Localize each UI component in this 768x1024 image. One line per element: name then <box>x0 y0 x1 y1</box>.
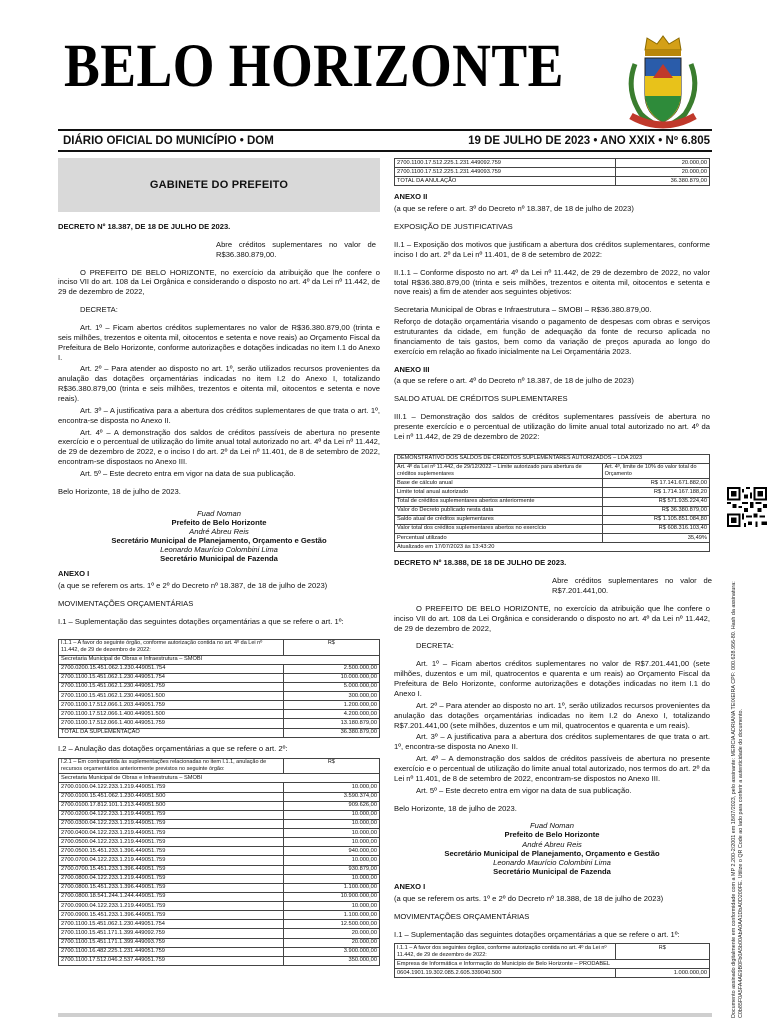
signatures <box>58 509 380 564</box>
table-row: 2700.1100.17.512.225.1.231.449092.759 20.000,00 <box>395 159 710 168</box>
table-total-row: TOTAL DA SUPLEMENTAÇÃO 36.380.879,00 <box>59 728 380 737</box>
masthead <box>0 0 768 147</box>
signer-3-name: Leonardo Maurício Colombini Lima <box>160 545 278 555</box>
signer-2-role: Secretário Municipal de Planejamento, Orçamento e Gestão <box>444 848 660 858</box>
table-header-currency: R$ <box>283 639 379 655</box>
table-row: Base de cálculo anual R$ 17.141.671.882,00 <box>395 479 710 488</box>
table-org: Secretaria Municipal de Obras e Infraestrutura – SMOBI <box>59 774 380 783</box>
item-iii1: III.1 – Demonstração dos saldos de créditos suplementares passíveis de abertura no presente exercício e o percentual de utilização do limite anual total autorizado no art. 4º da Lei nº 11.442, de 29 de dezembro de 2022: <box>394 412 710 441</box>
table-title: DEMONSTRATIVO DOS SALDOS DE CRÉDITOS SUPLEMENTARES AUTORIZADOS – LOA 2023 <box>395 454 710 463</box>
decree-2-annex-title: ANEXO I <box>394 882 426 892</box>
signer-3-role: Secretário Municipal de Fazenda <box>493 866 611 876</box>
justification-text: Reforço de dotação orçamentária visando o pagamento de despesas com obras e serviços estruturantes da cidade, em função de adequação da fonte de recurso aplicada no financiamento de tais gastos, bem como da variação de preços apurada ao longo do exercício em relação ao fixado inicialmente na Lei Orçamentária 2023. <box>394 317 710 356</box>
footer-bar <box>58 1013 712 1017</box>
decree-2-date: Belo Horizonte, 18 de julho de 2023. <box>394 803 517 813</box>
table-org: Secretaria Municipal de Obras e Infraestrutura – SMOBI <box>59 655 380 664</box>
balance-table <box>394 454 710 553</box>
table-row: 2700.1100.15.451.062.1.230.449051.754 10.000.000,00 <box>59 673 380 682</box>
section-title: GABINETE DO PREFEITO <box>149 178 289 191</box>
table-row: 2700.1100.17.512.066.1.400.449051.759 13.180.879,00 <box>59 719 380 728</box>
article-5: Art. 5º – Este decreto entra em vigor na data de sua publicação. <box>80 469 296 479</box>
item-ii1: II.1 – Exposição dos motivos que justificam a abertura dos créditos suplementares, conforme inciso I do art. 2º da Lei nº 11.401, de 8 de setembro de 2022: <box>394 239 710 259</box>
table-row: 2700.0100.04.122.233.1.219.449051.759 10.000,00 <box>59 783 380 792</box>
article-2: Art. 2º – Para atender ao disposto no art. 1º, serão utilizados recursos provenientes da anulação das dotações orçamentárias indicadas no item I.2 do Anexo I, totalizando R$36.380.879,00 (trinta e seis milhões, trezentos e oitenta mil, oitocentos e setenta e nove reais). <box>58 364 380 404</box>
table-row: 2700.0700.04.122.233.1.219.449051.759 10.000,00 <box>59 856 380 865</box>
decree-2-item-i1: I.1 – Suplementação das seguintes dotações orçamentárias a que se refere o art. 1º: <box>394 929 680 939</box>
annex-title: ANEXO I <box>58 569 90 579</box>
digital-signature-text: Documento assinado digitalmente em conformidade com a MP 2.200-2/2001 em 18/07/2023, pelo assinante: MERCIA ADRIANA TEIXEIRA CPF: 000.628.956-80. Hash da assinatura: C0b85F0A5FA4AE9B0Fb0A5b00AbA0AA1DbA0D200FE. Utilize o QR Code ao lado para conferir a autenticidade do documento. <box>731 581 744 1018</box>
table-row: 2700.0100.15.451.062.1.230.449051.500 3.590.374,00 <box>59 792 380 801</box>
signer-2-role: Secretário Municipal de Planejamento, Orçamento e Gestão <box>111 536 327 546</box>
table-row: 2700.0800.04.122.233.1.219.449051.759 10.000,00 <box>59 874 380 883</box>
decree-abstract: Abre créditos suplementares no valor de R$36.380.879,00. <box>216 239 376 259</box>
digital-signature-note <box>731 548 765 1018</box>
table-row: 2700.0300.04.122.233.1.219.449051.759 10.000,00 <box>59 819 380 828</box>
signature-date: Belo Horizonte, 18 de julho de 2023. <box>58 486 181 496</box>
annulment-table <box>58 758 380 966</box>
table-row: Percentual utilizado 35,49% <box>395 534 710 543</box>
table-header-currency: R$ <box>283 758 379 774</box>
annex-3-reference: (a que se refere o art. 4º do Decreto nº 18.387, de 18 de julho de 2023) <box>394 376 634 386</box>
table-row: 2700.1100.17.512.066.1.203.449051.759 1.200.000,00 <box>59 701 380 710</box>
header-rule-bottom <box>58 150 712 152</box>
signer-1-role: Prefeito de Belo Horizonte <box>504 830 600 840</box>
decree-2-article-2: Art. 2º – Para atender ao disposto no art. 1º, serão utilizados recursos provenientes da anulação das dotações orçamentárias indicadas no item I.2 do Anexo I, totalizando R$7.201.441,00 (sete milhões, duzentos e um mil, quatrocentos e quarenta e um reais). <box>394 700 710 730</box>
table-total-row: TOTAL DA ANULAÇÃO 36.380.879,00 <box>395 177 710 186</box>
qr-code-icon[interactable] <box>727 487 767 527</box>
table-row: 2700.0500.04.122.233.1.219.449051.759 10.000,00 <box>59 838 380 847</box>
table-row: Valor total dos créditos suplementares abertos no exercício R$ 608.316.103,40 <box>395 524 710 533</box>
table-row: 2700.1100.16.482.225.1.231.449051.759 3.900.000,00 <box>59 947 380 956</box>
item-ii11: II.1.1 – Conforme disposto no art. 4º da Lei nº 11.442, de 29 de dezembro de 2022, no valor total R$36.380.879,00 (trinta e seis milhões, trezentos e oitenta mil, oitocentos e setenta e nove reais) a fim de atender aos seguintes objetivos: <box>394 267 710 297</box>
signer-1-role: Prefeito de Belo Horizonte <box>171 517 267 527</box>
table-header: I.1.1 – A favor dos seguintes órgãos, conforme autorização contida no art. 4º da Lei nº 11.442, de 29 de dezembro de 2022: <box>395 944 616 960</box>
decree-preamble: O PREFEITO DE BELO HORIZONTE, no exercício da atribuição que lhe confere o inciso VII do art. 108 da Lei Orgânica e considerando o disposto no art. 4º da Lei nº 11.442, de 29 de dezembro de 2022, <box>58 267 380 297</box>
decree-2-supplement-table <box>394 943 710 978</box>
city-coat-of-arms-icon <box>617 34 709 134</box>
signer-3-name: Leonardo Maurício Colombini Lima <box>493 857 611 867</box>
table-row: 2700.1100.15.451.062.1.230.449051.754 12.500.000,00 <box>59 920 380 929</box>
edition-date: 19 DE JULHO DE 2023 • ANO XXIX • Nº 6.805 <box>468 135 710 147</box>
table-header-currency: R$ <box>615 944 710 960</box>
table-row: Total de créditos suplementares abertos anteriormente R$ 571.935.224,40 <box>395 497 710 506</box>
table-row: 2700.1100.17.512.225.1.231.449093.759 20.000,00 <box>395 168 710 177</box>
table-row: Valor do Decreto publicado nesta data R$ 36.380.879,00 <box>395 506 710 515</box>
decree-2-article-4: Art. 4º – A demonstração dos saldos de créditos passíveis de abertura no presente exercício e o percentual de utilização do limite anual total autorizado, nos termos do art. 2º da Lei nº 11.401, de 8 de setembro de 2022, encontram-se dispostos no Anexo III. <box>394 754 710 783</box>
annex-2-subtitle: EXPOSIÇÃO DE JUSTIFICATIVAS <box>394 222 513 232</box>
decree-2-preamble: O PREFEITO DE BELO HORIZONTE, no exercício da atribuição que lhe confere o inciso VII do art. 108 da Lei Orgânica e considerando o disposto no art. 4º da Lei nº 11.442, de 29 de dezembro de 2022, <box>394 603 710 633</box>
item-i2: I.2 – Anulação das dotações orçamentárias a que se refere o art. 2º: <box>58 743 288 753</box>
article-1: Art. 1º – Ficam abertos créditos suplementares no valor de R$36.380.879,00 (trinta e seis milhões, trezentos e oitenta mil, oitocentos e setenta e nove reais) ao Orçamento Fiscal da Prefeitura de Belo Horizonte, conforme autorizações e dotações indicadas no item I.1 do Anexo I. <box>58 323 380 362</box>
table-row: Limite total anual autorizado R$ 1.714.167.188,20 <box>395 488 710 497</box>
decree-2-article-1: Art. 1º – Ficam abertos créditos suplementares no valor de R$7.201.441,00 (sete milhões, duzentos e um mil, quatrocentos e quarenta e um reais) ao Orçamento Fiscal da Prefeitura de Belo Horizonte, conforme autorizações e dotações indicadas no item I.1 do Anexo I. <box>394 659 710 698</box>
supplement-table <box>58 639 380 738</box>
signer-2-name: André Abreu Reis <box>522 839 582 849</box>
table-org: Empresa de Informática e Informação do Município de Belo Horizonte – PRODABEL <box>395 960 710 969</box>
table-row: 2700.1100.15.451.062.1.230.449051.759 5.000.000,00 <box>59 682 380 691</box>
signer-3-role: Secretário Municipal de Fazenda <box>160 554 278 564</box>
annex-2-reference: (a que se refere o art. 3º do Decreto nº 18.387, de 18 de julho de 2023) <box>394 204 634 214</box>
decree-title: DECRETO Nº 18.387, DE 18 DE JULHO DE 2023. <box>58 222 231 231</box>
table-row: 2700.1100.15.451.062.1.230.449051.500 300.000,00 <box>59 692 380 701</box>
table-row: 2700.0800.18.541.244.1.244.449051.759 10.900.000,00 <box>59 892 380 901</box>
decree-2-signatures <box>394 821 710 876</box>
annex-2-title: ANEXO II <box>394 192 428 202</box>
table-header: Art. 4º, limite de 10% do valor total do Orçamento <box>602 463 709 479</box>
table-row: 0604.1901.19.302.085.2.605.339040.500 1.000.000,00 <box>395 969 710 978</box>
decree-2-annex-reference: (a que se referem os arts. 1º e 2º do Decreto nº 18.388, de 18 de julho de 2023) <box>394 893 664 903</box>
newspaper-title: BELO HORIZONTE <box>64 33 564 100</box>
decreta-label: DECRETA: <box>80 305 118 315</box>
table-footnote: Atualizado em 17/07/2023 às 13:43:20 <box>395 543 710 552</box>
decree-2-abstract: Abre créditos suplementares no valor de R$7.201.441,00. <box>552 576 712 596</box>
table-row: 2700.1100.15.451.171.1.399.449093.759 20.000,00 <box>59 938 380 947</box>
table-row: 2700.1100.15.451.171.1.399.449092.759 20.000,00 <box>59 929 380 938</box>
smobi-line: Secretaria Municipal de Obras e Infraestrutura – SMOBI – R$36.380.879,00. <box>394 305 652 315</box>
section-banner <box>58 158 380 212</box>
annex-reference: (a que se referem os arts. 1º e 2º do Decreto nº 18.387, de 18 de julho de 2023) <box>58 581 328 591</box>
table-header: I.1.1 – A favor do seguinte órgão, conforme autorização contida no art. 4º da Lei nº 11.442, de 29 de dezembro de 2022: <box>59 639 284 655</box>
table-header: Art. 4º da Lei nº 11.442, de 29/12/2022 – Limite autorizado para abertura de créditos suplementares <box>395 463 603 479</box>
signer-1-name: Fuad Noman <box>530 821 574 831</box>
decree-2-title: DECRETO Nº 18.388, DE 18 DE JULHO DE 2023. <box>394 558 567 568</box>
table-row: 2700.0900.04.122.233.1.219.449051.759 10.000,00 <box>59 902 380 911</box>
table-row: 2700.0200.15.451.062.1.230.449051.754 2.500.000,00 <box>59 664 380 673</box>
table-row: 2700.0200.04.122.233.1.219.449051.759 10.000,00 <box>59 810 380 819</box>
annex-subtitle: MOVIMENTAÇÕES ORÇAMENTÁRIAS <box>58 599 194 609</box>
item-i1: I.1 – Suplementação das seguintes dotações orçamentárias a que se refere o art. 1º: <box>58 617 344 626</box>
decree-2-article-3: Art. 3º – A justificativa para a abertura dos créditos suplementares de que trata o art. 1º, encontra-se disposta no Anexo II. <box>394 732 710 752</box>
table-row: 2700.0500.15.451.233.1.396.449051.759 940.000,00 <box>59 847 380 856</box>
table-row: 2700.0700.15.451.233.1.396.449051.759 930.879,00 <box>59 865 380 874</box>
annex-3-subtitle: SALDO ATUAL DE CRÉDITOS SUPLEMENTARES <box>394 394 568 404</box>
table-row: 2700.0800.15.451.233.1.396.449051.759 1.100.000,00 <box>59 883 380 892</box>
decree-2-decreta: DECRETA: <box>416 641 454 651</box>
table-row: 2700.1100.17.512.066.1.400.449051.500 4.200.000,00 <box>59 710 380 719</box>
article-3: Art. 3º – A justificativa para a abertura dos créditos suplementares de que trata o art. 1º, encontra-se disposta no Anexo II. <box>58 405 380 425</box>
annex-3-title: ANEXO III <box>394 364 430 374</box>
left-column <box>58 158 380 972</box>
table-row: 2700.0100.17.812.101.1.213.449051.500 909.626,00 <box>59 801 380 810</box>
publication-name: DIÁRIO OFICIAL DO MUNICÍPIO • DOM <box>63 135 274 147</box>
table-row: 2700.0400.04.122.233.1.219.449051.759 10.000,00 <box>59 829 380 838</box>
header-rule-top <box>58 129 712 131</box>
table-row: 2700.1100.17.512.046.2.537.449051.759 350.000,00 <box>59 956 380 965</box>
annulment-table-continued <box>394 158 710 186</box>
article-4: Art. 4º – A demonstração dos saldos de créditos passíveis de abertura no presente exercício e o percentual de utilização do limite anual total autorizado no art. 4º da Lei nº 11.442, de 29 de dezembro de 2022, e o inciso I do art. 2º da Lei nº 11.401, de 8 de setembro de 2022, encontram-se dispostaos no Anexo III. <box>58 427 380 467</box>
right-column <box>394 158 710 984</box>
signer-1-name: Fuad Noman <box>197 508 241 518</box>
decree-2-annex-subtitle: MOVIMENTAÇÕES ORÇAMENTÁRIAS <box>394 911 530 921</box>
table-row: Saldo atual de créditos suplementares R$ 1.105.851.084,80 <box>395 515 710 524</box>
signer-2-name: André Abreu Reis <box>189 526 249 536</box>
decree-2-article-5: Art. 5º – Este decreto entra em vigor na data de sua publicação. <box>416 785 632 795</box>
table-header: I.2.1 – Em contrapartida às suplementações relacionadas no item I.1.1, anulação de recursos orçamentários anteriormente previstos no seguinte órgão: <box>59 758 284 774</box>
table-row: 2700.0900.15.451.233.1.396.449051.759 1.100.000,00 <box>59 911 380 920</box>
